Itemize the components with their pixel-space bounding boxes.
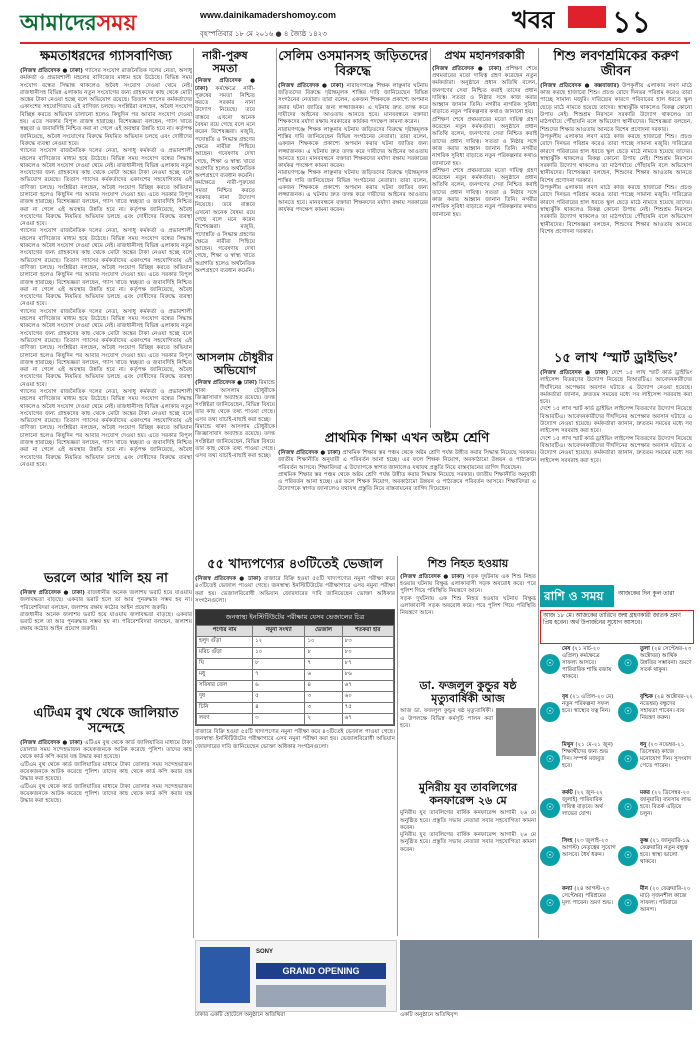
zodiac-sign: কন্যা (562, 886, 575, 892)
table-row (197, 659, 394, 670)
article-body: গ্যাসের সংযোগ রাজনৈতিক দলের নেতা, অসাধু কর্মকর্তা ও প্রভাবশালী মহলের বাণিজ্যের মাধ্যম হয়ে উঠেছে। বিভিন্ন সময় সংযোগ বন্ধের সিদ্ধান্ত থাকলেও অবৈধ সংযোগ দেওয়া থেমে নেই। রাজধানীসহ বিভিন্ন এলাকায় নতুন সংযোগের জন্য গ্রাহকদের কাছ থেকে মোটা অঙ্কের টাকা নেওয়া হচ্ছে বলে অভিযোগ রয়েছে। তিতাস গ্যাসের কর্মকর্তাদের একাংশের সহযোগিতায় এই বাণিজ্য চলছে। সংশ্লিষ্টরা বলছেন, অবৈধ সংযোগ বিচ্ছিন্ন করতে অভিযান চালানো হলেও কিছুদিন পর আবার সংযোগ দেওয়া হয়। এতে সরকার বিপুল রাজস্ব হারাচ্ছে। বিশেষজ্ঞরা বলছেন, গ্যাস খাতে স্বচ্ছতা ও জবাবদিহি নিশ্চিত করা না গেলে এই অবস্থার উন্নতি হবে না। কর্তৃপক্ষ জানিয়েছে, অবৈধ সংযোগের বিরুদ্ধে নিয়মিত অভিযান চলছে এবং দোষীদের বিরুদ্ধে ব্যবস্থা নেওয়া হবে। (20, 67, 192, 147)
headline: শিশু লবণশ্রমিকের করুণ জীবন (553, 49, 679, 79)
zodiac-sign: মিথুন (562, 742, 576, 748)
table-cell: ৮ (253, 659, 305, 670)
zodiac-dates: (২১ এপ্রিল-২০ মে) (570, 694, 614, 700)
adulteration-table (195, 609, 395, 726)
article-gender-equality (195, 48, 255, 348)
zodiac-dates: (২৪ সেপ্টেম্বর-২৩ অক্টোবর) (640, 646, 692, 659)
zodiac-dates: (২৪ আগস্ট-২৩ সেপ্টেম্বর) (562, 886, 610, 899)
zodiac-icon: ☉ (540, 654, 560, 674)
article-body: এটিএম বুথ থেকে কার্ড জালিয়াতির মাধ্যমে টাকা তোলার সময় সন্দেহভাজন কয়েকজনকে আটক করেছে পুলিশ। তাদের কাছ থেকে কার্ড কপি করার যন্ত্র উদ্ধার করা হয়েছে। (20, 739, 192, 761)
ad-banner-image (200, 947, 250, 1003)
byline: (নিজস্ব প্রতিবেদক ● ঢাকা) (195, 380, 258, 387)
zodiac-forecast: কর্মক্ষেত্রে সাফল্য আসবে। পারিবারিক শান্তি বজায় থাকবে। (562, 653, 612, 680)
article-aslam (195, 350, 275, 550)
article-body: রিমান্ডে থাকা আসলাম চৌধুরীকে জিজ্ঞাসাবাদ অব্যাহত রয়েছে। তদন্ত সংশ্লিষ্টরা জানিয়েছেন, বিভিন্ন বিষয়ে তার কাছ থেকে তথ্য পাওয়া গেছে। এসব তথ্য যাচাই-বাছাই করা হচ্ছে। (195, 380, 275, 423)
horoscope-intro: আজ ১৮ মে। আজকের তারিখে জন্ম গ্রহণকারী জাতক ভ্রমণ প্রিয় হবেন। অর্থ উপার্জনের সুযোগ আসবে। (543, 613, 681, 627)
table-cell: ১০ (305, 637, 342, 648)
table-cell: ৮৩ (342, 637, 393, 648)
headline: প্রথম মহানগরকারী (444, 49, 525, 62)
article-body-continued: প্রশিক্ষণ শেষে প্রথমবারের মতো দায়িত্ব গ্রহণ করেছেন নতুন কর্মকর্তারা। অনুষ্ঠানে প্রধান অতিথি বলেন, জনগণের সেবা নিশ্চিত করাই তাদের প্রধান দায়িত্ব। সততা ও নিষ্ঠার সঙ্গে কাজ করার আহ্বান জানান তিনি। নগরীর নাগরিক সুবিধা বাড়াতে নতুন পরিকল্পনার কথাও জানানো হয়। (432, 116, 537, 167)
table-cell: ৫ (253, 692, 305, 703)
zodiac-forecast: কাজে মনোযোগ দিন। সুসংবাদ পেতে পারেন। (640, 749, 692, 769)
table-cell: ৬ (305, 670, 342, 681)
headline: ১৫ লাখ ‘স্মার্ট ড্রাইভিং’ (553, 351, 679, 366)
horoscope-subtitle: আজকের দিন কুল তারা (618, 590, 675, 597)
article-body: প্রাথমিক শিক্ষার স্তর পঞ্চম থেকে অষ্টম শ্রেণি পর্যন্ত উন্নীত করার সিদ্ধান্ত নিয়েছে সরকার। জাতীয় শিক্ষানীতি অনুযায়ী এ পরিবর্তন আনা হচ্ছে। এর ফলে শিক্ষক নিয়োগ, অবকাঠামো উন্নয়ন ও পাঠ্যক্রমে পরিবর্তন আসবে। শিক্ষাবিদরা এ উদ্যোগকে স্বাগত জানালেও যথাযথ প্রস্তুতি নিয়ে বাস্তবায়নের তাগিদ দিয়েছেন। (278, 449, 536, 471)
horoscope-text (562, 838, 616, 859)
table-cell: ৮০ (342, 648, 393, 659)
table-cell: দুধ (197, 692, 253, 703)
byline: (নিজস্ব প্রতিবেদক ● ঢাকা) (195, 575, 262, 582)
table-cell: ৬৭ (342, 714, 393, 725)
zodiac-forecast: নেতৃত্বের সুযোগ আসবে। ধৈর্য ধরুন। (562, 845, 616, 858)
article-body: উপকূলীয় এলাকার লবণ মাঠে কাজ করছে হাজারো শিশু। প্রচণ্ড রোদে দিনভর পরিশ্রম করেও তারা পাচ্ছে সামান্য মজুরি। দারিদ্র্যের কারণে পরিবারের হাল ধরতে স্কুল ছেড়ে মাঠে নামতে হয়েছে তাদের। স্বাস্থ্যঝুঁকি থাকলেও বিকল্প কোনো উপায় নেই। শিশুশ্রম নিরসনে সরকারি উদ্যোগ থাকলেও তা মাঠপর্যায়ে পৌঁছায়নি বলে অভিযোগ স্থানীয়দের। বিশেষজ্ঞরা বলছেন, শিশুদের শিক্ষার আওতায় আনতে বিশেষ প্রণোদনা দরকার। (540, 82, 692, 133)
zodiac-dates: (২১ জানুয়ারি-১৯ ফেব্রুয়ারি) (640, 838, 690, 851)
ad-grand-opening-text: GRAND OPENING (256, 963, 386, 979)
zodiac-sign: মেষ (562, 646, 573, 652)
article-body: কর্মক্ষেত্রে নারী-পুরুষের সমতা নিশ্চিত করতে সরকার নানা উদ্যোগ নিয়েছে। তবে বাস্তবে এখনো অনেক বৈষম্য রয়ে গেছে বলে মনে করেন বিশেষজ্ঞরা। মজুরি, পদোন্নতি ও সিদ্ধান্ত গ্রহণের ক্ষেত্রে নারীরা পিছিয়ে আছেন। গবেষণায় দেখা গেছে, শিক্ষা ও স্বাস্থ্য খাতে অগ্রগতি হলেও অর্থনৈতিক অংশগ্রহণে ব্যবধান কমেনি। (195, 85, 255, 180)
horoscope-text (640, 646, 694, 674)
horoscope-text (640, 694, 694, 722)
zodiac-sign: বৃশ্চিক (640, 694, 655, 700)
article-body-continued: উপকূলীয় এলাকার লবণ মাঠে কাজ করছে হাজারো শিশু। প্রচণ্ড রোদে দিনভর পরিশ্রম করেও তারা পাচ্ছে সামান্য মজুরি। দারিদ্র্যের কারণে পরিবারের হাল ধরতে স্কুল ছেড়ে মাঠে নামতে হয়েছে তাদের। স্বাস্থ্যঝুঁকি থাকলেও বিকল্প কোনো উপায় নেই। শিশুশ্রম নিরসনে সরকারি উদ্যোগ থাকলেও তা মাঠপর্যায়ে পৌঁছায়নি বলে অভিযোগ স্থানীয়দের। বিশেষজ্ঞরা বলছেন, শিশুদের শিক্ষার আওতায় আনতে বিশেষ প্রণোদনা দরকার। (540, 133, 692, 184)
table-cell: ৭ (253, 670, 305, 681)
ad-people-image (256, 985, 386, 1007)
table-header-cell: নমুনা সংখ্যা (253, 626, 305, 637)
headline: মুনিরীয় যুব তাবলিগের কনফারেন্স ২৬ মে (418, 781, 518, 807)
byline: (নিজস্ব প্রতিবেদক ● ঢাকা) (540, 369, 609, 376)
table-header-cell: শতকরা হার (342, 626, 393, 637)
zodiac-dates: (২০ ফেব্রুয়ারি-২০ মার্চ) (640, 886, 691, 899)
horoscope-text (562, 742, 616, 770)
table-body (197, 637, 394, 725)
table-cell: ৮৭ (342, 659, 393, 670)
zodiac-icon: ☉ (618, 750, 638, 770)
table-header-cell: পণ্যের নাম (197, 626, 253, 637)
table-header-cell: ভেজাল (305, 626, 342, 637)
table-header-row (197, 626, 394, 637)
zodiac-forecast: সৃজনশীল কাজে সাফল্য। পরিবারে আনন্দ। (640, 893, 687, 913)
article-food-adulteration (195, 556, 395, 876)
zodiac-icon: ☉ (618, 894, 638, 914)
zodiac-dates: (২৩ জুলাই-২৩ আগস্ট) (562, 838, 609, 851)
site-url[interactable]: www.dainikamadershomoy.com (200, 10, 337, 20)
article-body: আজ ডা. ফজলুল কুন্ডুর ষষ্ঠ মৃত্যুবার্ষিকী। এ উপলক্ষে বিভিন্ন কর্মসূচি পালন করা হবে। (400, 708, 493, 729)
headline: এটিএম বুথ থেকে জালিয়াত সন্দেহে (33, 706, 179, 736)
horoscope-item (540, 742, 616, 788)
table-cell: ৬ (253, 681, 305, 692)
article-body: দেশে ১৫ লাখ স্মার্ট কার্ড ড্রাইভিং লাইসেন্স বিতরণের উদ্যোগ নিয়েছে বিআরটিএ। আবেদনকারীদের দীর্ঘদিনের অপেক্ষার অবসান ঘটাতে এ উদ্যোগ নেওয়া হয়েছে। কর্মকর্তারা জানান, দ্রুততম সময়ের মধ্যে সব লাইসেন্স সরবরাহ করা হবে। (540, 369, 692, 406)
byline: (নিজস্ব প্রতিবেদক ● ঢাকা) (432, 65, 502, 72)
table-row (197, 703, 394, 714)
byline: (নিজস্ব প্রতিবেদক ● ঢাকা) (278, 449, 341, 456)
table-cell: ১০ (253, 648, 305, 659)
article-body: বাজারে বিক্রি হওয়া ৫৫টি খাদ্যপণ্যের নমুনা পরীক্ষা করে ৪৩টিতেই ভেজাল পাওয়া গেছে। জনস্বাস্থ্য ইনস্টিটিউটের পরীক্ষাগারে এসব নমুনা পরীক্ষা করা হয়। ভেজালবিরোধী অভিযান জোরদারের দাবি জানিয়েছেন ভোক্তা অধিকার সংগঠনগুলো। (195, 575, 395, 604)
horoscope-text (640, 790, 694, 818)
horoscope-text (562, 886, 616, 907)
article-primary-education (278, 430, 536, 555)
byline: (নিজস্ব প্রতিবেদক ● ঢাকা) (20, 589, 85, 596)
portrait-photo (496, 708, 536, 756)
article-body: সড়ক দুর্ঘটনায় এক শিশু নিহত হওয়ার ঘটনায় বিক্ষুব্ধ এলাকাবাসী সড়ক অবরোধ করে। পরে পুলিশ গিয়ে পরিস্থিতি নিয়ন্ত্রণে আনে। (400, 573, 536, 595)
horoscope-item (540, 838, 616, 884)
column-divider (193, 48, 194, 938)
zodiac-icon: ☉ (540, 894, 560, 914)
article-selim (278, 48, 428, 428)
page-number: ১১ (612, 5, 651, 40)
zodiac-sign: বৃষ (562, 694, 571, 700)
article-body-continued: মুনিরীয় যুব তাবলিগের বার্ষিক কনফারেন্স আগামী ২৬ মে অনুষ্ঠিত হবে। প্রস্তুতি সভায় নেতারা সবার সহযোগিতা কামনা করেন। (400, 832, 536, 853)
article-body: নারায়ণগঞ্জে শিক্ষক লাঞ্ছনার ঘটনায় জড়িতদের বিরুদ্ধে দৃষ্টান্তমূলক শাস্তির দাবি জানিয়েছেন বিভিন্ন সংগঠনের নেতারা। তারা বলেন, একজন শিক্ষককে প্রকাশ্যে অপমান করার ঘটনা জাতির জন্য লজ্জাজনক। এ ঘটনায় দ্রুত তদন্ত করে দায়ীদের আইনের আওতায় আনতে হবে। মানববন্ধনে বক্তারা শিক্ষকদের মর্যাদা রক্ষায় সরকারের কার্যকর পদক্ষেপ কামনা করেন। (278, 82, 428, 126)
table-title: জনস্বাস্থ্য ইনস্টিটিউটের পরীক্ষায় যেসব ভেজালের চিত্র (196, 610, 394, 625)
zodiac-forecast: নতুন বন্ধুত্ব হবে। স্বাস্থ্য ভালো থাকবে। (640, 845, 688, 865)
table-cell: ৩ (305, 692, 342, 703)
newspaper-logo[interactable]: আমাদেরসময় (20, 10, 137, 36)
article-body-continued-3: গ্যাসের সংযোগ রাজনৈতিক দলের নেতা, অসাধু কর্মকর্তা ও প্রভাবশালী মহলের বাণিজ্যের মাধ্যম হয়ে উঠেছে। বিভিন্ন সময় সংযোগ বন্ধের সিদ্ধান্ত থাকলেও অবৈধ সংযোগ দেওয়া থেমে নেই। রাজধানীসহ বিভিন্ন এলাকায় নতুন সংযোগের জন্য গ্রাহকদের কাছ থেকে মোটা অঙ্কের টাকা নেওয়া হচ্ছে বলে অভিযোগ রয়েছে। তিতাস গ্যাসের কর্মকর্তাদের একাংশের সহযোগিতায় এই বাণিজ্য চলছে। সংশ্লিষ্টরা বলছেন, অবৈধ সংযোগ বিচ্ছিন্ন করতে অভিযান চালানো হলেও কিছুদিন পর আবার সংযোগ দেওয়া হয়। এতে সরকার বিপুল রাজস্ব হারাচ্ছে। বিশেষজ্ঞরা বলছেন, গ্যাস খাতে স্বচ্ছতা ও জবাবদিহি নিশ্চিত করা না গেলে এই অবস্থার উন্নতি হবে না। কর্তৃপক্ষ জানিয়েছে, অবৈধ সংযোগের বিরুদ্ধে নিয়মিত অভিযান চলছে এবং দোষীদের বিরুদ্ধে ব্যবস্থা নেওয়া হবে। (20, 308, 192, 388)
horoscope-title: রাশি ও সময় (540, 585, 614, 607)
zodiac-icon: ☉ (618, 846, 638, 866)
table-cell: মধু (197, 670, 253, 681)
table-cell: লবণ (197, 714, 253, 725)
column-divider (538, 48, 539, 938)
horoscope-text (640, 838, 694, 866)
article-body-continued: বাজারে বিক্রি হওয়া ৫৫টি খাদ্যপণ্যের নমুনা পরীক্ষা করে ৪৩টিতেই ভেজাল পাওয়া গেছে। জনস্বাস্থ্য ইনস্টিটিউটের পরীক্ষাগারে এসব নমুনা পরীক্ষা করা হয়। ভেজালবিরোধী অভিযান জোরদারের দাবি জানিয়েছেন ভোক্তা অধিকার সংগঠনগুলো। (195, 729, 395, 750)
zodiac-icon: ☉ (540, 702, 560, 722)
table-row (197, 648, 394, 659)
table-cell: ১২ (253, 637, 305, 648)
zodiac-icon: ☉ (618, 654, 638, 674)
headline: শিশু নিহত হওয়ায় (427, 557, 509, 570)
byline: (নিজস্ব প্রতিবেদক ● ঢাকা) (20, 67, 83, 74)
article-gas-trade (20, 48, 192, 568)
zodiac-icon: ☉ (618, 702, 638, 722)
table-cell: সরিষার তেল (197, 681, 253, 692)
byline: (নিজস্ব প্রতিবেদক ● ঢাকা) (20, 739, 83, 746)
horoscope-item (618, 694, 694, 740)
zodiac-forecast: পরিশ্রমের মূল্য পাবেন। ভ্রমণ শুভ। (562, 893, 614, 906)
article-smart-driving (540, 350, 692, 580)
zodiac-sign: কুম্ভ (640, 838, 651, 844)
headline: ভরলে আর খালি হয় না (44, 571, 168, 586)
table-row (197, 714, 394, 725)
zodiac-dates: (২৪ অক্টোবর-২২ নভেম্বর) (640, 694, 693, 707)
headline: সেলিম ওসমানসহ জড়িতদের বিরুদ্ধে (278, 49, 428, 79)
article-death-anniversary (400, 678, 536, 778)
table-cell: ৮ (305, 648, 342, 659)
table-row (197, 681, 394, 692)
article-body-continued: সড়ক দুর্ঘটনায় এক শিশু নিহত হওয়ার ঘটনায় বিক্ষুব্ধ এলাকাবাসী সড়ক অবরোধ করে। পরে পুলিশ গিয়ে পরিস্থিতি নিয়ন্ত্রণে আনে। (400, 595, 536, 617)
ad-brand: SONY (256, 949, 274, 955)
column-divider (397, 556, 398, 936)
headline: আসলাম চৌধুরীর অভিযোগ (196, 351, 274, 377)
article-body-continued: প্রাথমিক শিক্ষার স্তর পঞ্চম থেকে অষ্টম শ্রেণি পর্যন্ত উন্নীত করার সিদ্ধান্ত নিয়েছে সরকার। জাতীয় শিক্ষানীতি অনুযায়ী এ পরিবর্তন আনা হচ্ছে। এর ফলে শিক্ষক নিয়োগ, অবকাঠামো উন্নয়ন ও পাঠ্যক্রমে পরিবর্তন আসবে। শিক্ষাবিদরা এ উদ্যোগকে স্বাগত জানালেও যথাযথ প্রস্তুতি নিয়ে বাস্তবায়নের তাগিদ দিয়েছেন। (278, 471, 536, 493)
zodiac-icon: ☉ (540, 750, 560, 770)
horoscope-item (540, 694, 616, 740)
horoscope-item (540, 790, 616, 836)
article-body-continued: এটিএম বুথ থেকে কার্ড জালিয়াতির মাধ্যমে টাকা তোলার সময় সন্দেহভাজন কয়েকজনকে আটক করেছে পুলিশ। তাদের কাছ থেকে কার্ড কপি করার যন্ত্র উদ্ধার করা হয়েছে। (20, 761, 192, 783)
table-row (197, 637, 394, 648)
table-cell: ৮৬ (342, 670, 393, 681)
article-child-salt-workers (540, 48, 692, 348)
event-photo (400, 940, 692, 1010)
table-cell: ৪ (253, 703, 305, 714)
article-body: মুনিরীয় যুব তাবলিগের বার্ষিক কনফারেন্স আগামী ২৬ মে অনুষ্ঠিত হবে। প্রস্তুতি সভায় নেতারা সবার সহযোগিতা কামনা করেন। (400, 810, 536, 831)
zodiac-sign: তুলা (640, 646, 652, 652)
horoscope-text (640, 886, 694, 914)
table-row (197, 692, 394, 703)
zodiac-sign: ধনু (640, 742, 649, 748)
zodiac-forecast: বন্ধুদের সহায়তা পাবেন। ব্যয় নিয়ন্ত্রণ করুন। (640, 701, 685, 721)
column-divider (430, 48, 431, 428)
horoscope-item (618, 742, 694, 788)
article-body-continued-2: গ্যাসের সংযোগ রাজনৈতিক দলের নেতা, অসাধু কর্মকর্তা ও প্রভাবশালী মহলের বাণিজ্যের মাধ্যম হয়ে উঠেছে। বিভিন্ন সময় সংযোগ বন্ধের সিদ্ধান্ত থাকলেও অবৈধ সংযোগ দেওয়া থেমে নেই। রাজধানীসহ বিভিন্ন এলাকায় নতুন সংযোগের জন্য গ্রাহকদের কাছ থেকে মোটা অঙ্কের টাকা নেওয়া হচ্ছে বলে অভিযোগ রয়েছে। তিতাস গ্যাসের কর্মকর্তাদের একাংশের সহযোগিতায় এই বাণিজ্য চলছে। সংশ্লিষ্টরা বলছেন, অবৈধ সংযোগ বিচ্ছিন্ন করতে অভিযান চালানো হলেও কিছুদিন পর আবার সংযোগ দেওয়া হয়। এতে সরকার বিপুল রাজস্ব হারাচ্ছে। বিশেষজ্ঞরা বলছেন, গ্যাস খাতে স্বচ্ছতা ও জবাবদিহি নিশ্চিত করা না গেলে এই অবস্থার উন্নতি হবে না। কর্তৃপক্ষ জানিয়েছে, অবৈধ সংযোগের বিরুদ্ধে নিয়মিত অভিযান চলছে এবং দোষীদের বিরুদ্ধে ব্যবস্থা নেওয়া হবে। (20, 228, 192, 308)
table-cell: মরিচ গুঁড়া (197, 648, 253, 659)
ad-caption: ঢাকার একটি হোটেলে অনুষ্ঠানে অতিথিরা (195, 1012, 285, 1018)
zodiac-dates: (২১ মার্চ-২০ এপ্রিল) (562, 646, 601, 659)
article-tabligh-conference (400, 780, 536, 930)
article-body-continued-2: এটিএম বুথ থেকে কার্ড জালিয়াতির মাধ্যমে টাকা তোলার সময় সন্দেহভাজন কয়েকজনকে আটক করেছে পুলিশ। তাদের কাছ থেকে কার্ড কপি করার যন্ত্র উদ্ধার করা হয়েছে। (20, 783, 192, 805)
zodiac-dates: (২১ মে-২১ জুন) (575, 742, 613, 748)
event-photo-caption: একটি অনুষ্ঠানে অতিথিবৃন্দ (400, 1012, 458, 1018)
article-body-continued: দেশে ১৫ লাখ স্মার্ট কার্ড ড্রাইভিং লাইসেন্স বিতরণের উদ্যোগ নিয়েছে বিআরটিএ। আবেদনকারীদের দীর্ঘদিনের অপেক্ষার অবসান ঘটাতে এ উদ্যোগ নেওয়া হয়েছে। কর্মকর্তারা জানান, দ্রুততম সময়ের মধ্যে সব লাইসেন্স সরবরাহ করা হবে। (540, 406, 692, 435)
table (196, 625, 394, 725)
article-body: প্রশিক্ষণ শেষে প্রথমবারের মতো দায়িত্ব গ্রহণ করেছেন নতুন কর্মকর্তারা। অনুষ্ঠানে প্রধান অতিথি বলেন, জনগণের সেবা নিশ্চিত করাই তাদের প্রধান দায়িত্ব। সততা ও নিষ্ঠার সঙ্গে কাজ করার আহ্বান জানান তিনি। নগরীর নাগরিক সুবিধা বাড়াতে নতুন পরিকল্পনার কথাও জানানো হয়। (432, 65, 537, 116)
zodiac-sign: মীন (640, 886, 650, 892)
article-body-continued-2: দেশে ১৫ লাখ স্মার্ট কার্ড ড্রাইভিং লাইসেন্স বিতরণের উদ্যোগ নিয়েছে বিআরটিএ। আবেদনকারীদের দীর্ঘদিনের অপেক্ষার অবসান ঘটাতে এ উদ্যোগ নেওয়া হয়েছে। কর্মকর্তারা জানান, দ্রুততম সময়ের মধ্যে সব লাইসেন্স সরবরাহ করা হবে। (540, 435, 692, 464)
horoscope-item (618, 886, 694, 932)
zodiac-dates: (২২ ডিসেম্বর-২০ জানুয়ারি) (640, 790, 690, 803)
zodiac-icon: ☉ (540, 846, 560, 866)
article-body-continued-4: গ্যাসের সংযোগ রাজনৈতিক দলের নেতা, অসাধু কর্মকর্তা ও প্রভাবশালী মহলের বাণিজ্যের মাধ্যম হয়ে উঠেছে। বিভিন্ন সময় সংযোগ বন্ধের সিদ্ধান্ত থাকলেও অবৈধ সংযোগ দেওয়া থেমে নেই। রাজধানীসহ বিভিন্ন এলাকায় নতুন সংযোগের জন্য গ্রাহকদের কাছ থেকে মোটা অঙ্কের টাকা নেওয়া হচ্ছে বলে অভিযোগ রয়েছে। তিতাস গ্যাসের কর্মকর্তাদের একাংশের সহযোগিতায় এই বাণিজ্য চলছে। সংশ্লিষ্টরা বলছেন, অবৈধ সংযোগ বিচ্ছিন্ন করতে অভিযান চালানো হলেও কিছুদিন পর আবার সংযোগ দেওয়া হয়। এতে সরকার বিপুল রাজস্ব হারাচ্ছে। বিশেষজ্ঞরা বলছেন, গ্যাস খাতে স্বচ্ছতা ও জবাবদিহি নিশ্চিত করা না গেলে এই অবস্থার উন্নতি হবে না। কর্তৃপক্ষ জানিয়েছে, অবৈধ সংযোগের বিরুদ্ধে নিয়মিত অভিযান চলছে এবং দোষীদের বিরুদ্ধে ব্যবস্থা নেওয়া হবে। (20, 389, 192, 468)
table-cell: ঘি (197, 659, 253, 670)
article-body-continued-2: উপকূলীয় এলাকার লবণ মাঠে কাজ করছে হাজারো শিশু। প্রচণ্ড রোদে দিনভর পরিশ্রম করেও তারা পাচ্ছে সামান্য মজুরি। দারিদ্র্যের কারণে পরিবারের হাল ধরতে স্কুল ছেড়ে মাঠে নামতে হয়েছে তাদের। স্বাস্থ্যঝুঁকি থাকলেও বিকল্প কোনো উপায় নেই। শিশুশ্রম নিরসনে সরকারি উদ্যোগ থাকলেও তা মাঠপর্যায়ে পৌঁছায়নি বলে অভিযোগ স্থানীয়দের। বিশেষজ্ঞরা বলছেন, শিশুদের শিক্ষার আওতায় আনতে বিশেষ প্রণোদনা দরকার। (540, 185, 692, 235)
horoscope-item (618, 790, 694, 836)
grand-opening-ad[interactable] (195, 940, 397, 1012)
article-body-continued: নারায়ণগঞ্জে শিক্ষক লাঞ্ছনার ঘটনায় জড়িতদের বিরুদ্ধে দৃষ্টান্তমূলক শাস্তির দাবি জানিয়েছেন বিভিন্ন সংগঠনের নেতারা। তারা বলেন, একজন শিক্ষককে প্রকাশ্যে অপমান করার ঘটনা জাতির জন্য লজ্জাজনক। এ ঘটনায় দ্রুত তদন্ত করে দায়ীদের আইনের আওতায় আনতে হবে। মানববন্ধনে বক্তারা শিক্ষকদের মর্যাদা রক্ষায় সরকারের কার্যকর পদক্ষেপ কামনা করেন। (278, 126, 428, 170)
horoscope-text (562, 646, 616, 681)
table-cell: ৩ (305, 703, 342, 714)
table-cell: ৭৫ (342, 703, 393, 714)
headline: ৫৫ খাদ্যপণ্যের ৪৩টিতেই ভেজাল (207, 557, 383, 572)
article-child-killed (400, 556, 536, 676)
table-cell: ৩ (253, 714, 305, 725)
byline: (নিজস্ব প্রতিবেদক ● ঢাকা) (400, 573, 465, 580)
headline: নারী-পুরুষ সমতা (202, 49, 248, 75)
zodiac-sign: মকর (640, 790, 652, 796)
article-body: রাজধানীর অনেক জলাশয় ভরাট হয়ে যাওয়ায় জলাবদ্ধতা বাড়ছে। একবার ভরাট হলে তা আর পুনরুদ্ধার সম্ভব হয় না। পরিবেশবিদরা বলছেন, জলাশয় রক্ষায় কঠোর আইন প্রয়োগ জরুরি। (20, 589, 192, 611)
table-cell: ৭ (305, 659, 342, 670)
table-cell: চিনি (197, 703, 253, 714)
table-cell: ৬০ (342, 692, 393, 703)
table-row (197, 670, 394, 681)
horoscope-text (562, 694, 616, 715)
byline: (নিজস্ব প্রতিবেদক ● ঢাকা) (195, 78, 255, 92)
zodiac-forecast: পারিবারিক দায়িত্ব বাড়বে। অর্থ লাভের যোগ। (562, 797, 603, 817)
zodiac-dates: (২২ জুন-২২ জুলাই) (562, 790, 603, 803)
column-divider (276, 48, 277, 428)
horoscope-item (618, 838, 694, 884)
horoscope-item (540, 886, 616, 932)
masthead (0, 0, 700, 42)
header-rule (20, 42, 690, 44)
zodiac-sign: সিংহ (562, 838, 575, 844)
table-cell: হলুদ গুঁড়া (197, 637, 253, 648)
section-title: খবর (512, 5, 555, 34)
article-body-continued-2: নারায়ণগঞ্জে শিক্ষক লাঞ্ছনার ঘটনায় জড়িতদের বিরুদ্ধে দৃষ্টান্তমূলক শাস্তির দাবি জানিয়েছেন বিভিন্ন সংগঠনের নেতারা। তারা বলেন, একজন শিক্ষককে প্রকাশ্যে অপমান করার ঘটনা জাতির জন্য লজ্জাজনক। এ ঘটনায় দ্রুত তদন্ত করে দায়ীদের আইনের আওতায় আনতে হবে। মানববন্ধনে বক্তারা শিক্ষকদের মর্যাদা রক্ষায় সরকারের কার্যকর পদক্ষেপ কামনা করেন। (278, 170, 428, 213)
zodiac-forecast: নতুন পরিকল্পনা সফল হবে। স্বাস্থ্যের যত্ন নিন। (562, 701, 611, 714)
byline: (নিজস্ব প্রতিবেদক ● কক্সবাজার) (540, 82, 620, 89)
article-body-continued: গ্যাসের সংযোগ রাজনৈতিক দলের নেতা, অসাধু কর্মকর্তা ও প্রভাবশালী মহলের বাণিজ্যের মাধ্যম হয়ে উঠেছে। বিভিন্ন সময় সংযোগ বন্ধের সিদ্ধান্ত থাকলেও অবৈধ সংযোগ দেওয়া থেমে নেই। রাজধানীসহ বিভিন্ন এলাকায় নতুন সংযোগের জন্য গ্রাহকদের কাছ থেকে মোটা অঙ্কের টাকা নেওয়া হচ্ছে বলে অভিযোগ রয়েছে। তিতাস গ্যাসের কর্মকর্তাদের একাংশের সহযোগিতায় এই বাণিজ্য চলছে। সংশ্লিষ্টরা বলছেন, অবৈধ সংযোগ বিচ্ছিন্ন করতে অভিযান চালানো হলেও কিছুদিন পর আবার সংযোগ দেওয়া হয়। এতে সরকার বিপুল রাজস্ব হারাচ্ছে। বিশেষজ্ঞরা বলছেন, গ্যাস খাতে স্বচ্ছতা ও জবাবদিহি নিশ্চিত করা না গেলে এই অবস্থার উন্নতি হবে না। কর্তৃপক্ষ জানিয়েছে, অবৈধ সংযোগের বিরুদ্ধে নিয়মিত অভিযান চলছে এবং দোষীদের বিরুদ্ধে ব্যবস্থা নেওয়া হবে। (20, 148, 192, 228)
table-cell: ৬৭ (342, 681, 393, 692)
article-first-city (432, 48, 537, 428)
zodiac-forecast: আর্থিক উন্নতির সম্ভাবনা। ভ্রমণে সতর্ক থাকুন। (640, 653, 692, 673)
headline: ক্ষমতাধরদের গ্যাসবাণিজ্য (39, 49, 173, 64)
headline: প্রাথমিক শিক্ষা এখন অষ্টম শ্রেণি (324, 431, 490, 446)
article-body-continued: রাজধানীর অনেক জলাশয় ভরাট হয়ে যাওয়ায় জলাবদ্ধতা বাড়ছে। একবার ভরাট হলে তা আর পুনরুদ্ধার সম্ভব হয় না। পরিবেশবিদরা বলছেন, জলাশয় রক্ষায় কঠোর আইন প্রয়োগ জরুরি। (20, 611, 192, 633)
horoscope-text (640, 742, 694, 770)
horoscope-item (618, 646, 694, 692)
horoscope-intro-box (540, 610, 694, 644)
zodiac-icon: ☉ (618, 798, 638, 818)
section-color-bar (568, 6, 606, 28)
zodiac-dates: (২৩ নভেম্বর-২১ ডিসেম্বর) (640, 742, 685, 755)
zodiac-forecast: শিক্ষার্থীদের জন্য শুভ দিন। সম্পর্ক মজবুত হবে। (562, 749, 609, 769)
dateline: বৃহস্পতিবার ১৮ মে ২০১৬ ● ৪ জ্যৈষ্ঠ ১৪২৩ (200, 30, 327, 38)
table-cell: ৪ (305, 681, 342, 692)
article-fill-not-empty (20, 570, 192, 700)
headline: ডা. ফজলুল কুন্ডুর ষষ্ঠ মৃত্যুবার্ষিকী আজ (419, 679, 517, 705)
table-cell: ২ (305, 714, 342, 725)
zodiac-icon: ☉ (540, 798, 560, 818)
horoscope-item (540, 646, 616, 692)
byline: (নিজস্ব প্রতিবেদক ● ঢাকা) (278, 82, 344, 89)
article-body-continued: রিমান্ডে থাকা আসলাম চৌধুরীকে জিজ্ঞাসাবাদ অব্যাহত রয়েছে। তদন্ত সংশ্লিষ্টরা জানিয়েছেন, বিভিন্ন বিষয়ে তার কাছ থেকে তথ্য পাওয়া গেছে। এসব তথ্য যাচাই-বাছাই করা হচ্ছে। (195, 424, 275, 460)
horoscope-text (562, 790, 616, 818)
article-atm (20, 705, 192, 935)
article-body-continued: কর্মক্ষেত্রে নারী-পুরুষের সমতা নিশ্চিত করতে সরকার নানা উদ্যোগ নিয়েছে। তবে বাস্তবে এখনো অনেক বৈষম্য রয়ে গেছে বলে মনে করেন বিশেষজ্ঞরা। মজুরি, পদোন্নতি ও সিদ্ধান্ত গ্রহণের ক্ষেত্রে নারীরা পিছিয়ে আছেন। গবেষণায় দেখা গেছে, শিক্ষা ও স্বাস্থ্য খাতে অগ্রগতি হলেও অর্থনৈতিক অংশগ্রহণে ব্যবধান কমেনি। (195, 180, 255, 274)
article-body-continued-2: প্রশিক্ষণ শেষে প্রথমবারের মতো দায়িত্ব গ্রহণ করেছেন নতুন কর্মকর্তারা। অনুষ্ঠানে প্রধান অতিথি বলেন, জনগণের সেবা নিশ্চিত করাই তাদের প্রধান দায়িত্ব। সততা ও নিষ্ঠার সঙ্গে কাজ করার আহ্বান জানান তিনি। নগরীর নাগরিক সুবিধা বাড়াতে নতুন পরিকল্পনার কথাও জানানো হয়। (432, 167, 537, 218)
zodiac-sign: কর্কট (562, 790, 575, 796)
zodiac-forecast: ব্যবসায় লাভ হবে। বিতর্ক এড়িয়ে চলুন। (640, 797, 691, 817)
